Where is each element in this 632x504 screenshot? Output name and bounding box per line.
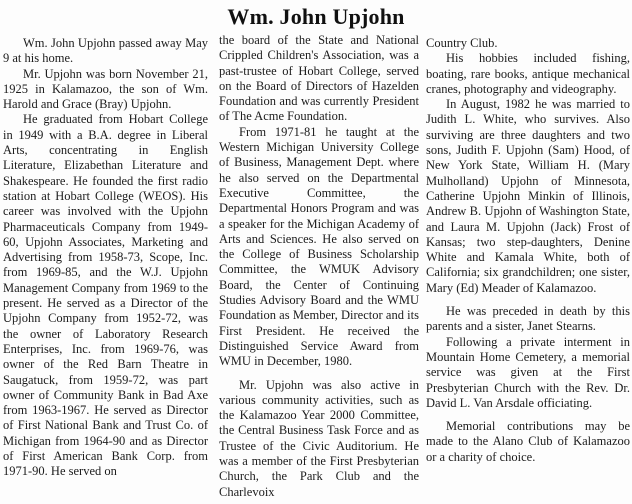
paragraph: Wm. John Upjohn passed away May 9 at his home. <box>3 36 208 66</box>
paragraph: In August, 1982 he was married to Judith L. White, who survives. Also surviving are three daughters and two sons, Judith F. Upjohn (Sam) Hood, of New York State, William H. (Mary Mulholland) Upjohn of Minnesota, Catherine Upjohn Minkin of Illinois, Andrew B. Upjohn of Washington State, and Laura M. Upjohn (Jack) Frost of Kansas; two step-daughters, Denine White and Kamala White, both of California; six grandchildren; one sister, Mary (Ed) Meader of Kalamazoo. <box>426 97 630 295</box>
paragraph: He was preceded in death by this parents and a sister, Janet Stearns. <box>426 304 630 334</box>
paragraph: Following a private interment in Mountain Home Cemetery, a memorial service was given at the First Presbyterian Church with the Rev. Dr. David L. Van Arsdale officiating. <box>426 334 630 410</box>
paragraph: Mr. Upjohn was born November 21, 1925 in Kalamazoo, the son of Wm. Harold and Grace (Bray) Upjohn. <box>3 66 208 112</box>
paragraph: His hobbies included fishing, boating, rare books, antique mechanical cranes, photography and videography. <box>426 51 630 96</box>
obituary-headline: Wm. John Upjohn <box>227 4 405 29</box>
paragraph: Memorial contributions may be made to the Alano Club of Kalamazoo or a charity of choice. <box>426 419 630 464</box>
text-column-2 <box>219 33 419 501</box>
paragraph: Mr. Upjohn was also active in various community activities, such as the Kalamazoo Year 2000 Committee, the Central Business Task Force and as Trustee of the Civic Auditorium. He was a member of the First Presbyterian Church, the Park Club and the Charlevoix <box>219 377 419 499</box>
text-column-3 <box>426 36 630 504</box>
paragraph: the board of the State and National Crippled Children's Association, was a past-trustee of Hobart College, served on the Board of Directors of Hazelden Foundation and was currently President of The Acme Foundation. <box>219 33 419 124</box>
paragraph: He graduated from Hobart College in 1949 with a B.A. degree in Liberal Arts, concentrating in English Literature, Elizabethan Literature and Shakespeare. He founded the first radio station at Hobart College (WEOS). His career was involved with the Upjohn Pharmaceuticals Company from 1949-60, Upjohn Associates, Marketing and Advertising from 1958-73, Scope, Inc. from 1969-85, and the W.J. Upjohn Management Company from 1969 to the present. He served as a Director of the Upjohn Company from 1952-72, was the owner of Laboratory Research Enterprises, Inc. from 1969-76, was owner of the Red Barn Theatre in Saugatuck, from 1959-72, was part owner of Community Bank in Bad Axe from 1963-1967. He served as Director of First National Bank and Trust Co. of Michigan from 1964-90 and as Director of First American Bank Corp. from 1971-90. He served on <box>3 112 208 479</box>
text-column-1 <box>3 36 208 504</box>
paragraph: From 1971-81 he taught at the Western Michigan University College of Business, Management Dept. where he also served on the Departmental Executive Committee, the Departmental Honors Program and was a speaker for the Michigan Academy of Arts and Sciences. He also served on the College of Business Scholarship Committee, the WMUK Advisory Board, the Center of Continuing Studies Advisory Board and the WMU Foundation as Member, Director and its First President. He received the Distinguished Service Award from WMU in December, 1980. <box>219 124 419 369</box>
paragraph: Country Club. <box>426 36 498 50</box>
